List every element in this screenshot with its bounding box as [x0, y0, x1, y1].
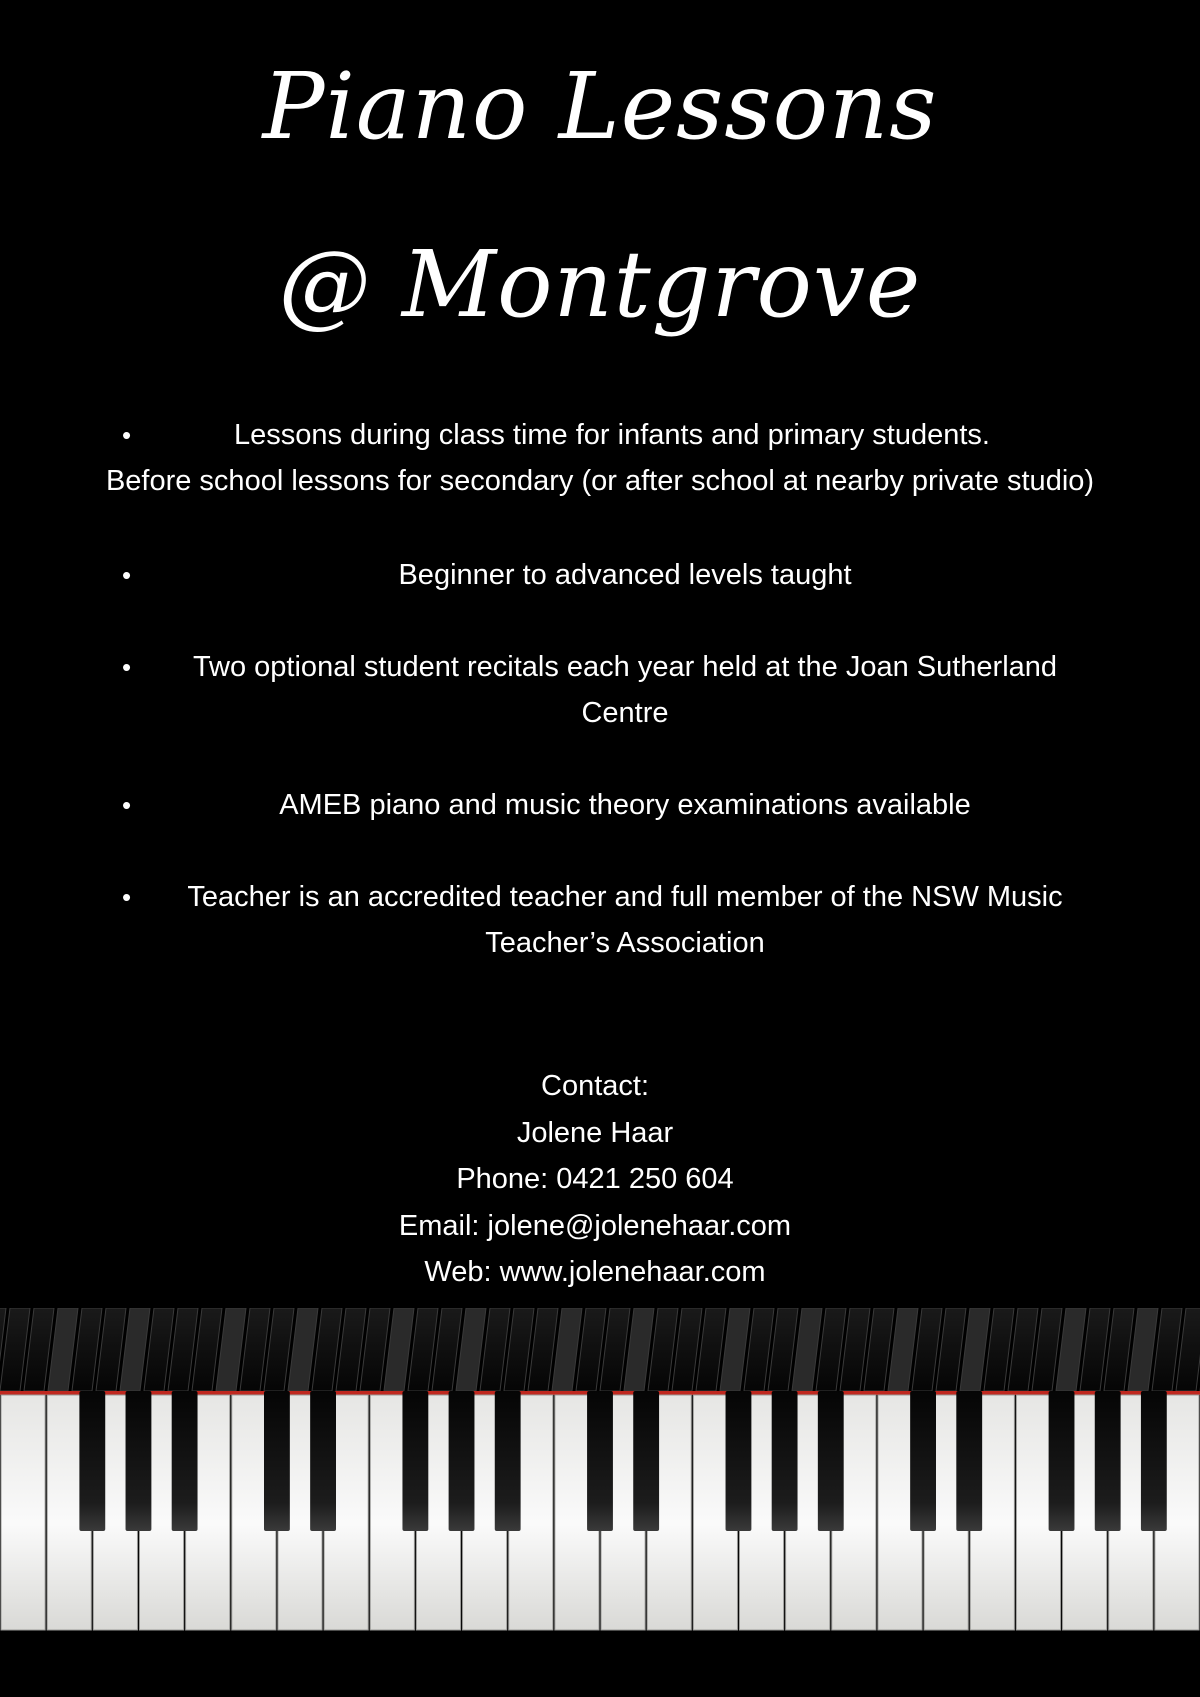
- black-key: [1095, 1391, 1121, 1531]
- black-key: [772, 1391, 798, 1531]
- contact-email: Email: jolene@jolenehaar.com: [398, 1209, 792, 1242]
- white-key: [1, 1395, 45, 1630]
- feature-item: [0, 874, 1200, 966]
- black-key: [449, 1391, 475, 1531]
- feature-item: [0, 782, 1200, 828]
- black-key: [910, 1391, 936, 1531]
- bullet-icon: •: [122, 790, 132, 820]
- contact-phone: Phone: 0421 250 604: [456, 1163, 734, 1195]
- black-key: [1141, 1391, 1167, 1531]
- contact-heading: Contact:: [541, 1070, 649, 1102]
- title-line-1: Piano Lessons: [262, 53, 938, 160]
- black-key: [956, 1391, 982, 1531]
- black-key: [402, 1391, 428, 1531]
- feature-text: Two optional student recitals each year held at the Joan Sutherland: [192, 651, 1058, 683]
- bullet-icon: •: [122, 652, 132, 682]
- black-key: [1049, 1391, 1075, 1531]
- feature-text: Before school lessons for secondary (or after school at nearby private studio): [105, 465, 1095, 497]
- feature-text: Lessons during class time for infants and primary students.: [234, 419, 990, 451]
- black-key: [495, 1391, 521, 1531]
- bullet-icon: •: [122, 882, 132, 912]
- black-key: [633, 1391, 659, 1531]
- contact-name: Jolene Haar: [516, 1116, 674, 1149]
- piano-keyboard-image: [0, 1308, 1200, 1638]
- piano-keyboard-illustration: [0, 1308, 1200, 1638]
- feature-text: Teacher is an accredited teacher and full member of the NSW Music: [187, 881, 1063, 913]
- feature-text: Beginner to advanced levels taught: [398, 559, 852, 591]
- black-key: [726, 1391, 752, 1531]
- black-key: [126, 1391, 152, 1531]
- bullet-icon: •: [122, 560, 132, 590]
- feature-item: [0, 644, 1200, 736]
- black-key: [310, 1391, 336, 1531]
- feature-text: AMEB piano and music theory examinations available: [279, 789, 971, 821]
- black-key: [79, 1391, 105, 1531]
- title-line-2: @ Montgrove: [278, 231, 922, 338]
- black-key: [172, 1391, 198, 1531]
- bullet-icon: •: [122, 420, 132, 450]
- feature-item: [0, 552, 1200, 598]
- contact-block: [0, 1063, 1190, 1296]
- black-key: [264, 1391, 290, 1531]
- feature-item: [0, 412, 1200, 506]
- feature-text: Centre: [581, 697, 669, 729]
- feature-list: [0, 412, 1200, 966]
- contact-web: Web: www.jolenehaar.com: [424, 1256, 766, 1288]
- feature-text: Teacher’s Association: [485, 927, 765, 959]
- black-key: [587, 1391, 613, 1531]
- black-key: [818, 1391, 844, 1531]
